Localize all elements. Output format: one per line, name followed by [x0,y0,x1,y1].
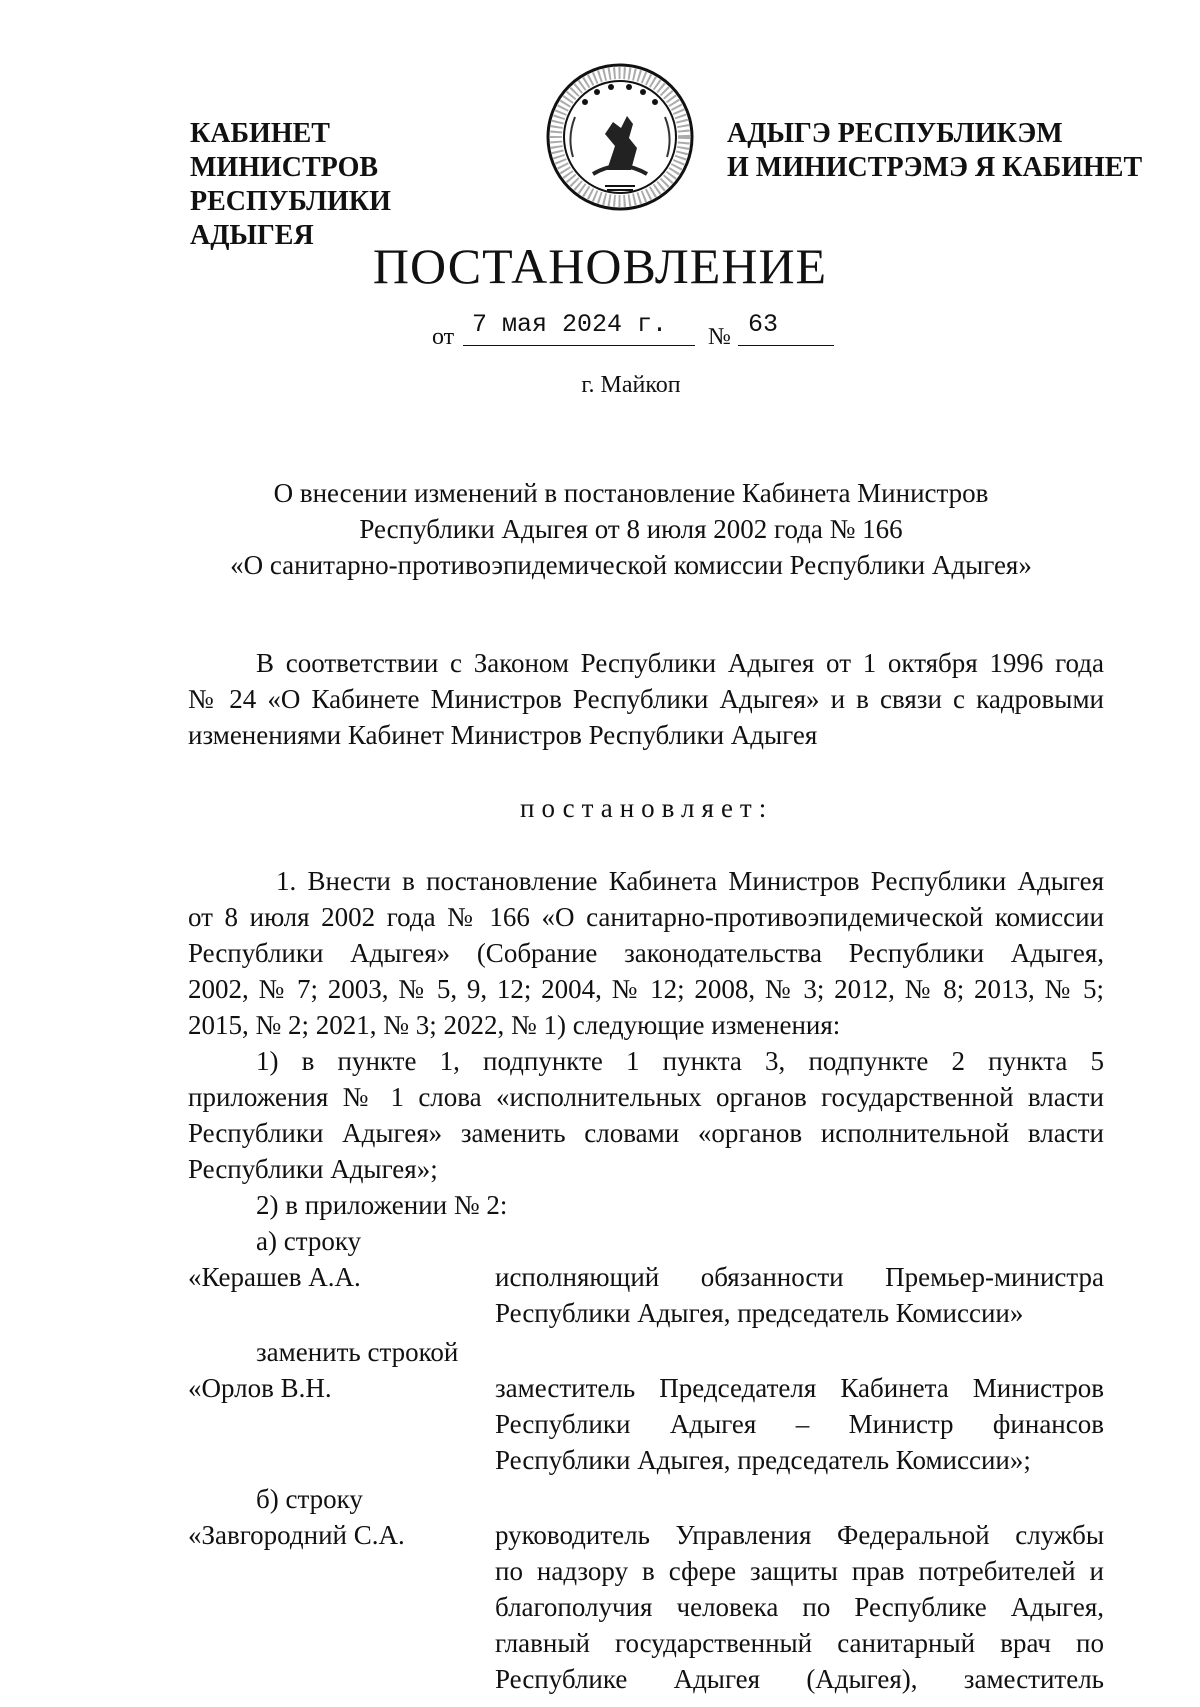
row3-line: руководитель Управления Федеральной службы [495,1520,1104,1550]
date-value: 7 мая 2024 г. [472,310,668,339]
row2-name: «Орлов В.Н. [188,1373,332,1403]
item1-line: Республики Адыгея» (Собрание законодательства Республики Адыгея, [188,938,1104,968]
city: г. Майкоп [581,372,681,398]
row2-line: Республики Адыгея, председатель Комиссии»; [495,1445,1031,1475]
row3-line: Республике Адыгея (Адыгея), заместитель [495,1664,1104,1694]
row3-line: благополучия человека по Республике Адыгея, [495,1592,1104,1622]
item1-line: 2015, № 2; 2021, № 3; 2022, № 1) следующие изменения: [188,1010,841,1040]
number-value: 63 [748,310,779,339]
header-left-block [190,117,520,253]
sub1-line: Республики Адыгея» заменить словами «органов исполнительной власти [188,1118,1104,1148]
item1-line: 1. Внести в постановление Кабинета Министров Республики Адыгея [276,866,1104,896]
sub1-line: Республики Адыгея»; [188,1154,438,1184]
row1-line: исполняющий обязанности Премьер-министра [495,1262,1104,1292]
row3-name: «Завгородний С.А. [188,1520,405,1550]
row2-line: заместитель Председателя Кабинета Министров [495,1373,1104,1403]
sub2a-heading: а) строку [256,1226,362,1256]
preamble-line: № 24 «О Кабинете Министров Республики Адыгея» и в связи с кадровыми [188,684,1104,714]
sub1-line: приложения № 1 слова «исполнительных органов государственной власти [188,1082,1104,1112]
resolves-word: постановляет: [520,793,774,823]
doc-title-line: О внесении изменений в постановление Кабинета Министров [273,478,989,508]
preamble-line: изменениями Кабинет Министров Республики Адыгея [188,720,818,750]
coat-of-arms-icon [545,62,695,212]
header-right-block [727,117,1147,185]
replace-with-label: заменить строкой [256,1337,459,1367]
sub2-heading: 2) в приложении № 2: [256,1190,508,1220]
number-label: № [708,324,731,350]
header-left-line1: КАБИНЕТ МИНИСТРОВ [190,118,379,183]
preamble-line: В соответствии с Законом Республики Адыгея от 1 октября 1996 года [256,648,1104,678]
doc-title-line: Республики Адыгея от 8 июля 2002 года № 166 [359,514,903,544]
sub1-line: 1) в пункте 1, подпункте 1 пункта 3, подпункте 2 пункта 5 [256,1046,1104,1076]
row3-line: главный государственный санитарный врач по [495,1628,1104,1658]
header-left-line2: РЕСПУБЛИКИ АДЫГЕЯ [190,186,391,251]
row1-line: Республики Адыгея, председатель Комиссии» [495,1298,1024,1328]
number-underline [738,345,834,346]
date-label: от [432,324,455,350]
header-right-line2: И МИНИСТРЭМЭ Я КАБИНЕТ [727,152,1143,183]
item1-line: 2002, № 7; 2003, № 5, 9, 12; 2004, № 12; 2008, № 3; 2012, № 8; 2013, № 5; [188,974,1104,1004]
row1-name: «Керашев А.А. [188,1262,361,1292]
row2-line: Республики Адыгея – Министр финансов [495,1409,1104,1439]
doc-title-line: «О санитарно-противоэпидемической комиссии Республики Адыгея» [230,550,1032,580]
item1-line: от 8 июля 2002 года № 166 «О санитарно-противоэпидемической комиссии [188,902,1104,932]
header-right-line1: АДЫГЭ РЕСПУБЛИКЭМ [727,118,1063,149]
row3-line: по надзору в сфере защиты прав потребителей и [495,1556,1104,1586]
sub2b-heading: б) строку [256,1484,363,1514]
document-type-title: ПОСТАНОВЛЕНИЕ [372,238,828,294]
date-underline [463,345,695,346]
